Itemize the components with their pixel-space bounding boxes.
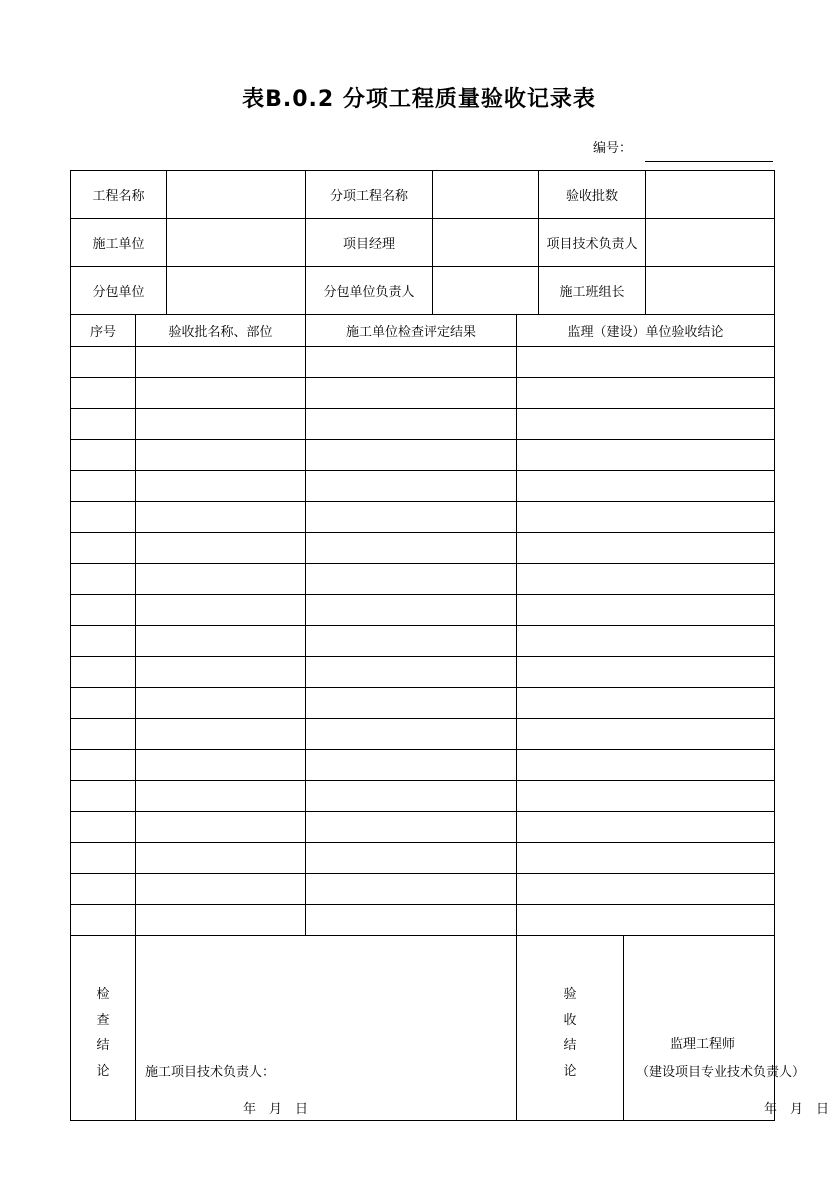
row-index-cell[interactable] [71,409,136,440]
project-name-field[interactable] [167,171,306,219]
contractor-result-cell[interactable] [306,781,517,812]
table-row [71,719,775,750]
contractor-result-cell[interactable] [306,843,517,874]
table-row [71,843,775,874]
form-title: 表B.0.2 分项工程质量验收记录表 [242,87,596,112]
subitem-name-field[interactable] [433,171,539,219]
row-index-cell[interactable] [71,874,136,905]
column-header-batch-location: 验收批名称、部位 [136,315,306,347]
table-row [71,378,775,409]
batch-location-cell[interactable] [136,564,306,595]
contractor-result-cell[interactable] [306,905,517,936]
table-row [71,905,775,936]
supervisor-conclusion-cell[interactable] [517,409,775,440]
contractor-result-cell[interactable] [306,688,517,719]
info-row-contractor [71,219,775,267]
subcontractor-lead-label: 分包单位负责人 [306,267,433,315]
acceptance-char: 结 [563,1038,577,1053]
table-row [71,781,775,812]
batch-location-cell[interactable] [136,843,306,874]
supervisor-conclusion-cell[interactable] [517,378,775,409]
supervisor-conclusion-cell[interactable] [517,564,775,595]
acceptance-record-table [70,170,830,1121]
technical-lead-field[interactable] [646,219,775,267]
contractor-result-cell[interactable] [306,409,517,440]
row-index-cell[interactable] [71,812,136,843]
table-row [71,688,775,719]
row-index-cell[interactable] [71,688,136,719]
contractor-result-cell[interactable] [306,564,517,595]
project-manager-label: 项目经理 [306,219,433,267]
acceptance-char: 验 [563,987,577,1002]
acceptance-char: 论 [563,1063,577,1079]
supervisor-conclusion-cell[interactable] [517,781,775,812]
batch-location-cell[interactable] [136,347,306,378]
supervisor-conclusion-cell[interactable] [517,347,775,378]
contractor-result-cell[interactable] [306,750,517,781]
team-leader-label: 施工班组长 [539,267,646,315]
batch-location-cell[interactable] [136,781,306,812]
batch-location-cell[interactable] [136,626,306,657]
table-row [71,533,775,564]
table-row [71,595,775,626]
supervisor-conclusion-cell[interactable] [517,750,775,781]
contractor-result-cell[interactable] [306,595,517,626]
table-row [71,564,775,595]
batch-location-cell[interactable] [136,719,306,750]
table-row [71,347,775,378]
acceptance-char: 收 [563,1012,577,1028]
table-row [71,471,775,502]
row-index-cell[interactable] [71,781,136,812]
batch-location-cell[interactable] [136,905,306,936]
batch-location-cell[interactable] [136,595,306,626]
contractor-result-cell[interactable] [306,626,517,657]
acceptance-conclusion-heading [517,936,624,1121]
supervisor-conclusion-cell[interactable] [517,626,775,657]
row-index-cell[interactable] [71,719,136,750]
table-row [71,502,775,533]
batch-location-cell[interactable] [136,750,306,781]
batch-location-cell[interactable] [136,688,306,719]
project-manager-field[interactable] [433,219,539,267]
row-index-cell[interactable] [71,502,136,533]
supervisor-conclusion-cell[interactable] [517,905,775,936]
column-header-contractor-result: 施工单位检查评定结果 [306,315,517,347]
table-row [71,750,775,781]
batch-location-cell[interactable] [136,440,306,471]
table-row [71,657,775,688]
subcontractor-lead-field[interactable] [433,267,539,315]
check-char: 结 [96,1038,110,1053]
supervisor-conclusion-cell[interactable] [517,812,775,843]
supervisor-conclusion-cell[interactable] [517,874,775,905]
check-char: 查 [96,1012,110,1028]
supervisor-conclusion-cell[interactable] [517,440,775,471]
contractor-result-cell[interactable] [306,471,517,502]
supervisor-conclusion-cell[interactable] [517,688,775,719]
supervisor-conclusion-cell[interactable] [517,657,775,688]
subcontractor-field[interactable] [167,267,306,315]
contractor-result-cell[interactable] [306,874,517,905]
info-row-subcontractor [71,267,775,315]
batch-location-cell[interactable] [136,874,306,905]
contractor-tech-lead-signature-label: 施工项目技术负责人： [145,1065,276,1080]
batch-location-cell[interactable] [136,471,306,502]
acceptance-date-label: 年 月 日 [764,1102,830,1117]
batch-location-cell[interactable] [136,533,306,564]
table-row [71,409,775,440]
row-index-cell[interactable] [71,905,136,936]
table-row [71,874,775,905]
contractor-result-cell[interactable] [306,347,517,378]
column-header-row [71,315,775,347]
batch-location-cell[interactable] [136,812,306,843]
contractor-result-cell[interactable] [306,440,517,471]
row-index-cell[interactable] [71,657,136,688]
contractor-result-cell[interactable] [306,378,517,409]
row-index-cell[interactable] [71,564,136,595]
contractor-result-cell[interactable] [306,657,517,688]
supervisor-conclusion-cell[interactable] [517,471,775,502]
supervising-engineer-label: 监理工程师 [670,1037,736,1052]
subcontractor-label: 分包单位 [71,267,167,315]
serial-number-label: 编号： [593,141,633,156]
batch-location-cell[interactable] [136,378,306,409]
team-leader-field[interactable] [646,267,775,315]
contractor-field[interactable] [167,219,306,267]
supervisor-conclusion-cell[interactable] [517,719,775,750]
client-tech-lead-signature-label: （建设项目专业技术负责人） [636,1065,806,1080]
table-row [71,440,775,471]
row-index-cell[interactable] [71,626,136,657]
acceptance-conclusion-area[interactable] [624,936,830,1121]
batch-location-cell[interactable] [136,657,306,688]
technical-lead-label: 项目技术负责人 [539,219,646,267]
contractor-result-cell[interactable] [306,812,517,843]
batch-count-field[interactable] [646,171,775,219]
row-index-cell[interactable] [71,378,136,409]
contractor-result-cell[interactable] [306,502,517,533]
row-index-cell[interactable] [71,595,136,626]
supervisor-conclusion-cell[interactable] [517,533,775,564]
subitem-name-label: 分项工程名称 [306,171,433,219]
batch-location-cell[interactable] [136,409,306,440]
supervisor-conclusion-cell[interactable] [517,502,775,533]
check-conclusion-area[interactable] [136,936,517,1121]
column-header-supervisor-conclusion: 监理（建设）单位验收结论 [517,315,775,347]
supervisor-conclusion-cell[interactable] [517,843,775,874]
project-name-label: 工程名称 [71,171,167,219]
contractor-result-cell[interactable] [306,533,517,564]
row-index-cell[interactable] [71,440,136,471]
serial-number-field[interactable] [645,161,773,162]
row-index-cell[interactable] [71,347,136,378]
supervisor-conclusion-cell[interactable] [517,595,775,626]
signature-row [71,936,775,1121]
table-row [71,812,775,843]
batch-location-cell[interactable] [136,502,306,533]
column-header-index: 序号 [71,315,136,347]
info-row-project [71,171,775,219]
check-char: 检 [96,987,110,1002]
contractor-result-cell[interactable] [306,719,517,750]
row-index-cell[interactable] [71,471,136,502]
row-index-cell[interactable] [71,843,136,874]
contractor-label: 施工单位 [71,219,167,267]
check-conclusion-heading [71,936,136,1121]
row-index-cell[interactable] [71,750,136,781]
check-char: 论 [96,1063,110,1079]
table-row [71,626,775,657]
row-index-cell[interactable] [71,533,136,564]
check-date-label: 年 月 日 [243,1102,309,1117]
batch-count-label: 验收批数 [539,171,646,219]
